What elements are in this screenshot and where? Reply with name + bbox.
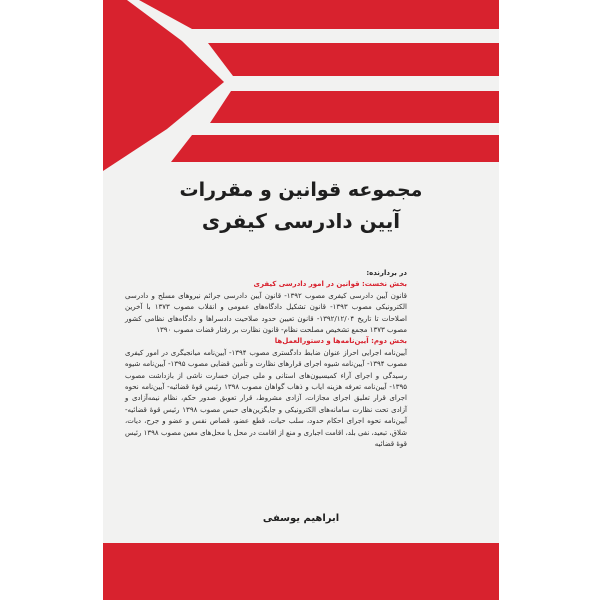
- section-2-text: آیین‌نامه اجرایی احراز عنوان ضابط دادگستری مصوب ۱۳۹۴- آیین‌نامه میانجیگری در امور کیفری مصوب ۱۳۹۴- آیین‌نامه شیوه اجرای قرارهای نظارت و تأمین قضایی مصوب ۱۳۹۵- آیین‌نامه شیوه رسیدگی و اجرای آراء کمیسیون‌های استانی و ملی جبران خسارت ناشی از بازداشت مصوب ۱۳۹۵- آیین‌نامه تعرفه هزینه ایاب و ذهاب گواهان مصوب ۱۳۹۸ رئیس قوهٔ قضائیه- آیین‌نامه نحوه اجرای قرار تعلیق اجرای مجازات، آزادی مشروط، قرار تعویق صدور حکم، نظام نیمه‌آزادی و آزادی تحت نظارت سامانه‌های الکترونیکی و جایگزین‌های حبس مصوب ۱۳۹۸ رئیس قوهٔ قضائیه- آیین‌نامه نحوه اجرای احکام حدود، سلب حیات، قطع عضو، قصاص نفس و عضو و جرح، دیات، شلاق، تبعید، نفی بلد، اقامت اجباری و منع از اقامت در محل یا محل‌های معین مصوب ۱۳۹۸ رئیس قوهٔ قضائیه: [125, 348, 408, 449]
- section-1-heading: بخش نخست: قوانین در امور دادرسی کیفری: [253, 280, 407, 289]
- title-line-1: مجموعه قوانین و مقررات: [179, 179, 423, 201]
- chevron-stripe-1: [139, 0, 499, 29]
- section-1-text: قانون آیین دادرسی کیفری مصوب ۱۳۹۲- قانون آیین دادرسی جرائم نیروهای مسلح و دادرسی الکترونیکی مصوب ۱۳۹۳- قانون تشکیل دادگاه‌های عمومی و انقلاب مصوب ۱۳۷۳ با آخرین اصلاحات تا تاریخ ۱۳۹۲/۱۲/۰۴- قانون تعیین حدود صلاحیت دادسراها و دادگاه‌های نظامی کشور مصوب ۱۳۷۳ مجمع تشخیص مصلحت نظام- قانون نظارت بر رفتار قضات مصوب ۱۳۹۰: [125, 291, 407, 335]
- bottom-band: [103, 543, 499, 600]
- chevron-stripe-2: [208, 43, 499, 76]
- contents-intro: در بردارنده:: [366, 269, 407, 277]
- book-title: [103, 176, 499, 236]
- book-cover: [103, 0, 499, 600]
- section-2-heading: بخش دوم: آیین‌نامه‌ها و دستورالعمل‌ها: [274, 337, 407, 346]
- author-name: ابراهیم یوسفی: [262, 513, 340, 524]
- chevron-stripe-3: [210, 91, 499, 123]
- title-line-2: آیین دادرسی کیفری: [201, 209, 401, 233]
- chevron-stripe-4: [171, 135, 499, 162]
- contents-summary: [125, 268, 407, 451]
